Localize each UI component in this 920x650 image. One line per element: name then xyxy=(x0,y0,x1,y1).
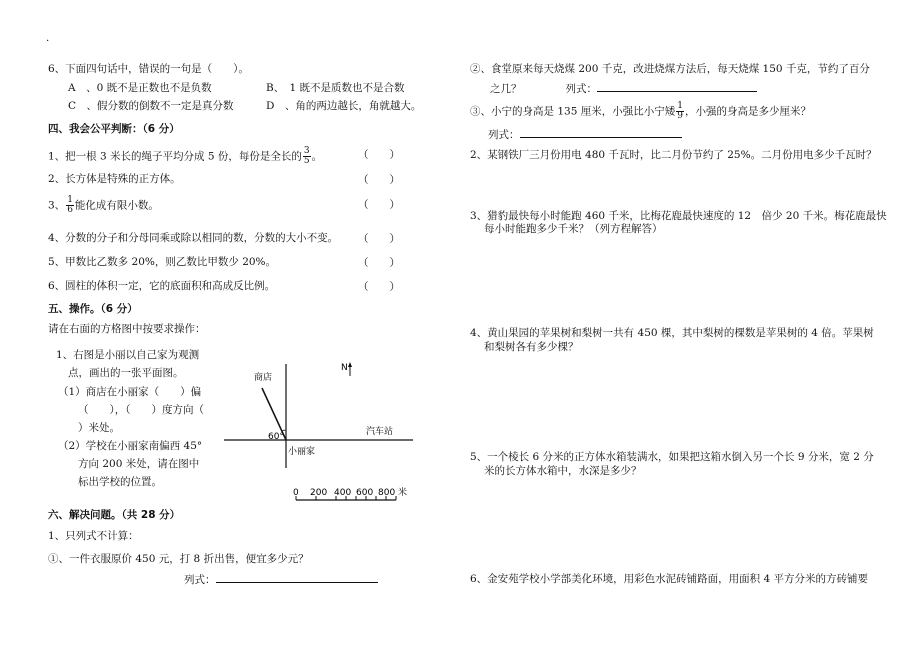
location-map xyxy=(218,360,418,505)
section5-title: 五、操作。（6 分） xyxy=(48,303,138,315)
problem-5-line2: 米的长方体水箱中，水深是多少？ xyxy=(484,465,642,477)
angle-arc xyxy=(282,430,286,431)
q6-option-b: B、 1 既不是质数也不是合数 xyxy=(266,82,405,94)
section4-title: 四、我会公平判断：（6 分） xyxy=(48,123,180,135)
angle-label: 60° xyxy=(268,432,284,442)
op-line-8: 标出学校的位置。 xyxy=(78,476,162,488)
formula-row-3: 列式： xyxy=(488,127,682,142)
q6-option-a: A 、0 既不是正数也不是负数 xyxy=(68,82,212,94)
station-label: 汽车站 xyxy=(366,427,394,437)
scale-tick-400: 400 xyxy=(334,488,352,498)
op-line-7: 方向 200 米处，请在图中 xyxy=(78,458,200,470)
fraction-1-6: $\frac{1}{6}$ xyxy=(67,195,73,215)
problem-4-line2: 和梨树各有多少棵？ xyxy=(484,341,579,353)
scale-unit: 米 xyxy=(398,488,408,498)
op-line-5: ）米处。 xyxy=(78,422,120,434)
problem-6: 6、金安苑学校小学部美化环境，用彩色水泥砖铺路面，用面积 4 平方分米的方砖铺要 xyxy=(470,573,869,585)
judge-item-1: 1、把一根 3 米长的绳子平均分成 5 份，每份是全长的 $\frac{3}{5}$ 。 xyxy=(48,146,323,166)
section5-intro: 请在右面的方格图中按要求操作： xyxy=(48,323,206,335)
op-line-3: （1）商店在小丽家（ ）偏 xyxy=(58,386,202,398)
problem-5-line1: 5、一个棱长 6 分米的正方体水箱装满水，如果把这箱水倒入另一个长 9 分米，宽 2 分 xyxy=(470,451,874,463)
home-label: 小丽家 xyxy=(288,447,316,457)
north-arrow-head xyxy=(348,362,352,367)
problem-1-3: ③、小宁的身高是 135 厘米，小强比小宁矮 $\frac{1}{9}$ ，小强的身高是多少厘米？ xyxy=(470,101,811,121)
problem-1-1: ①、一件衣服原价 450 元，打 8 折出售，便宜多少元？ xyxy=(48,553,309,565)
section6-title: 六、解决问题。（共 28 分） xyxy=(48,509,181,521)
scale-bar xyxy=(293,486,407,500)
op-line-6: （2）学校在小丽家南偏西 45° xyxy=(58,440,203,452)
problem-1-2-line2: 之几？ 列式： xyxy=(490,81,757,96)
q6-stem: 6、下面四句话中，错误的一句是（ ）。 xyxy=(48,63,249,75)
judge-paren-2[interactable]: （ ） xyxy=(358,174,400,186)
formula-row-1: 列式： xyxy=(184,572,378,587)
north-label: N xyxy=(341,363,348,373)
scale-tick-200: 200 xyxy=(310,488,328,498)
judge-paren-3[interactable]: （ ） xyxy=(358,199,400,211)
judge-item-5: 5、甲数比乙数多 20%，则乙数比甲数少 20%。 xyxy=(48,256,277,268)
judge-item-6: 6、圆柱的体积一定，它的底面积和高成反比例。 xyxy=(48,280,276,292)
scale-tick-0: 0 xyxy=(293,488,299,498)
problem-3-line1: 3、猎豹最快每小时能跑 460 千米，比梅花鹿最快速度的 12 倍少 20 千米。梅花鹿最快 xyxy=(470,210,887,222)
op-line-1: 1、右图是小丽以自己家为观测 xyxy=(56,349,200,361)
shop-label: 商店 xyxy=(254,373,273,383)
answer-blank-1[interactable] xyxy=(216,572,378,583)
answer-blank-3[interactable] xyxy=(520,127,682,138)
section6-sub1: 1、只列式不计算： xyxy=(48,530,139,542)
op-line-4: （ ），（ ）度方向（ xyxy=(78,404,204,416)
scale-tick-600: 600 xyxy=(356,488,374,498)
stray-dot: · xyxy=(46,35,50,47)
fraction-3-5: $\frac{3}{5}$ xyxy=(303,146,310,166)
problem-2: 2、某钢铁厂三月份用电 480 千瓦时，比二月份节约了 25%。二月份用电多少千瓦时？ xyxy=(470,149,877,161)
problem-3-line2: 每小时能跑多少千米？（列方程解答） xyxy=(484,223,663,235)
fraction-1-9: $\frac{1}{9}$ xyxy=(677,101,683,121)
problem-1-2-line1: ②、食堂原来每天烧煤 200 千克，改进烧煤方法后，每天烧煤 150 千克，节约了百分 xyxy=(470,63,870,75)
answer-blank-2[interactable] xyxy=(597,81,757,92)
judge-item-3: 3、 $\frac{1}{6}$ 能化成有限小数。 xyxy=(48,195,159,215)
judge-item-2: 2、长方体是特殊的正方体。 xyxy=(48,173,181,185)
judge-paren-5[interactable]: （ ） xyxy=(358,257,400,269)
judge-paren-4[interactable]: （ ） xyxy=(358,233,400,245)
scale-tick-800: 800 xyxy=(378,488,396,498)
judge-paren-6[interactable]: （ ） xyxy=(358,281,400,293)
judge-paren-1[interactable]: （ ） xyxy=(358,149,400,161)
q6-option-c: C 、假分数的倒数不一定是真分数 xyxy=(68,100,234,112)
op-line-2: 点，画出的一张平面图。 xyxy=(68,367,184,379)
q6-option-d: D 、角的两边越长，角就越大。 xyxy=(266,100,422,112)
judge-item-4: 4、分数的分子和分母同乘或除以相同的数，分数的大小不变。 xyxy=(48,232,339,244)
problem-4-line1: 4、黄山果园的苹果树和梨树一共有 450 棵，其中梨树的棵数是苹果树的 4 倍。苹果树 xyxy=(470,327,874,339)
